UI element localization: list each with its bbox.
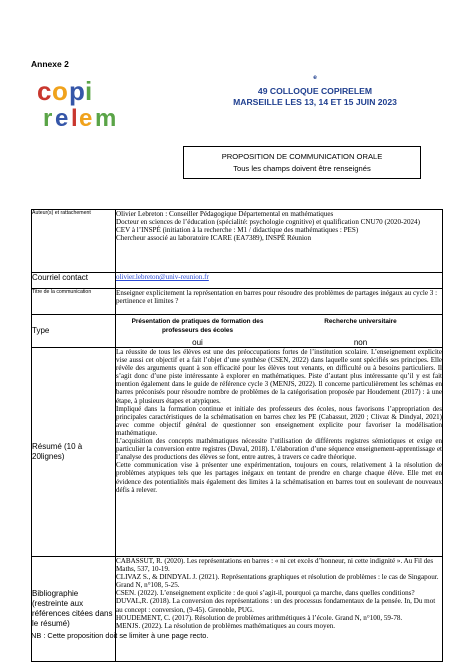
resume-label: Résumé (10 à 20lignes) — [32, 348, 116, 557]
svg-text:r: r — [43, 105, 53, 130]
references-content — [116, 557, 443, 662]
email-row — [32, 273, 443, 289]
resume-content — [116, 348, 443, 557]
authors-label: Auteur(s) et rattachement — [32, 210, 116, 273]
type-research-label: Recherche universitaire — [324, 318, 397, 325]
type-cell — [116, 315, 443, 348]
svg-text:c: c — [37, 76, 52, 106]
type-label: Type — [32, 315, 116, 348]
resume-paragraph: La réussite de tous les élèves est une des préoccupations fortes de l’institution scolaire. L’enseignement explicite vise aussi cet objectif et a fait l’objet d’une synthèse (CSEN, 2022) dans laquelle sont spécifiés ses principes. Elle révèle des arguments quant à son efficacité pour les élèves tout venants, en difficulté ou à besoins particuliers. Il s’agit donc d’une piste intéressante à explorer en mathématiques. Piste d’autant plus intéressante qu’il y est fait mention également dans le guide de référence cycle 3 (MENJS, 2022). Il concerne particulièrement les schémas en barres préconisés pour résoudre nombre de problèmes de la catégorisation proposée par Houdement (2017) : à une étape, à plusieurs étapes et atypiques. — [116, 348, 442, 405]
type-research-value: non — [353, 337, 368, 347]
page-note: NB : Cette proposition doit se limiter à une page recto. — [31, 631, 209, 640]
proposal-box — [183, 146, 421, 179]
authors-content — [116, 210, 443, 273]
title-text: Enseigner explicitement la représentation en barres pour résoudre des problèmes de partages inégaux au cycle 3 : pertinence et limites ? — [116, 289, 443, 315]
email-link[interactable]: olivier.lebreton@univ-reunion.fr — [116, 273, 209, 281]
reference-item: MENJS. (2022). La résolution de problèmes mathématiques au cours moyen. — [116, 621, 336, 630]
reference-item: CSEN. (2022). L’enseignement explicite : de quoi s’agit-il, pourquoi ça marche, dans quelles conditions? — [116, 589, 415, 598]
type-option-research — [279, 318, 442, 347]
type-option-practices — [116, 318, 279, 347]
svg-text:e: e — [55, 105, 69, 130]
biblio-label: Bibliographie (restreinte aux références citées dans le résumé) — [32, 557, 116, 662]
reference-item: CABASSUT, R. (2020). Les représentations en barres : « ni cet excès d’honneur, ni cette indignité ». Au Fil des Maths, 537, 10-19. — [116, 557, 434, 574]
ordinal-superscript: e — [313, 74, 317, 81]
colloque-dates: MARSEILLE LES 13, 14 ET 15 JUIN 2023 — [233, 96, 397, 107]
annexe-label: Annexe 2 — [31, 59, 69, 69]
svg-text:o: o — [52, 76, 68, 106]
authors-line: Docteur en sciences de l’éducation (spécialité: psychologie cognitive) et qualification CNU70 (2020-2024) — [116, 218, 420, 227]
svg-text:i: i — [85, 76, 93, 106]
proposal-form-table — [31, 209, 443, 662]
resume-paragraph: Impliqué dans la formation continue et initiale des professeurs des écoles, nous favorisons l’appropriation des principales caractéristiques de la schématisation en barres chez les PE (Cabassut, 2020 ; Clivaz & Dindyal, 2021) avec comme objectif général de questionner son enseignement explicite pour favoriser la modélisation mathématique. — [116, 404, 442, 437]
colloque-ordinal: 49 — [257, 85, 268, 96]
type-practices-value: oui — [192, 338, 203, 347]
authors-line: Chercheur associé au laboratoire ICARE (EA7389), INSPÉ Réunion — [116, 234, 312, 243]
title-row — [32, 289, 443, 315]
authors-line: CEV à l’INSPÉ (initiation à la recherche : M1 / didactique des mathématiques : PES) — [116, 226, 359, 235]
colloque-heading — [215, 72, 415, 108]
reference-item: HOUDEMENT, C. (2017). Résolution de problèmes arithmétiques à l’école. Grand N, n°100, 59-78. — [116, 613, 403, 622]
email-cell — [116, 273, 443, 289]
authors-row — [32, 210, 443, 273]
svg-text:l: l — [71, 105, 78, 130]
biblio-row — [32, 557, 443, 662]
svg-text:e: e — [79, 105, 93, 130]
authors-line: Olivier Lebreton : Conseiller Pédagogique Départemental en mathématiques — [116, 210, 334, 218]
svg-text:p: p — [69, 76, 85, 106]
copirelem-logo — [31, 74, 161, 130]
colloque-name: COLLOQUE COPIRELEM — [269, 85, 373, 96]
reference-item: CLIVAZ S., & DINDYAL J. (2021). Représentations graphiques et résolution de problèmes : le cas de Singapour. Grand N, n°108, 5-25. — [116, 573, 439, 590]
email-label: Courriel contact — [32, 273, 116, 289]
proposal-subtitle: Tous les champs doivent être renseignés — [233, 164, 371, 173]
resume-paragraph: Cette communication vise à présenter une expérimentation, toujours en cours, relativement à la résolution de problèmes atypiques tels que les partages inégaux en tentant de prendre en charge chaque élève. Elle met en évidence des potentialités mais également des limites à la schématisation en barres tout en soulevant de nouveaux défis à relever. — [116, 461, 442, 494]
svg-text:m: m — [95, 105, 117, 130]
resume-row — [32, 348, 443, 557]
proposal-title: PROPOSITION DE COMMUNICATION ORALE — [221, 152, 383, 161]
resume-paragraph: L’acquisition des concepts mathématiques nécessite l’utilisation de différents registres sémiotiques et exige en particulier la conversion entre registres (Duval, 2018). L’élaboration d’une séquence enseignement-apprentissage et l’analyse des productions des élèves se font, entre autres, à travers ce cadre théorique. — [116, 437, 442, 462]
title-label: Titre de la communication — [32, 289, 116, 315]
reference-item: DUVAL,R. (2018). La conversion des représentations : un des processus fondamentaux de la pensée. In, Du mot au concept : conversion, (9-45). Grenoble, PUG. — [116, 597, 436, 614]
type-row — [32, 315, 443, 348]
type-practices-label: Présentation de pratiques de formation des professeurs des écoles — [131, 318, 264, 334]
